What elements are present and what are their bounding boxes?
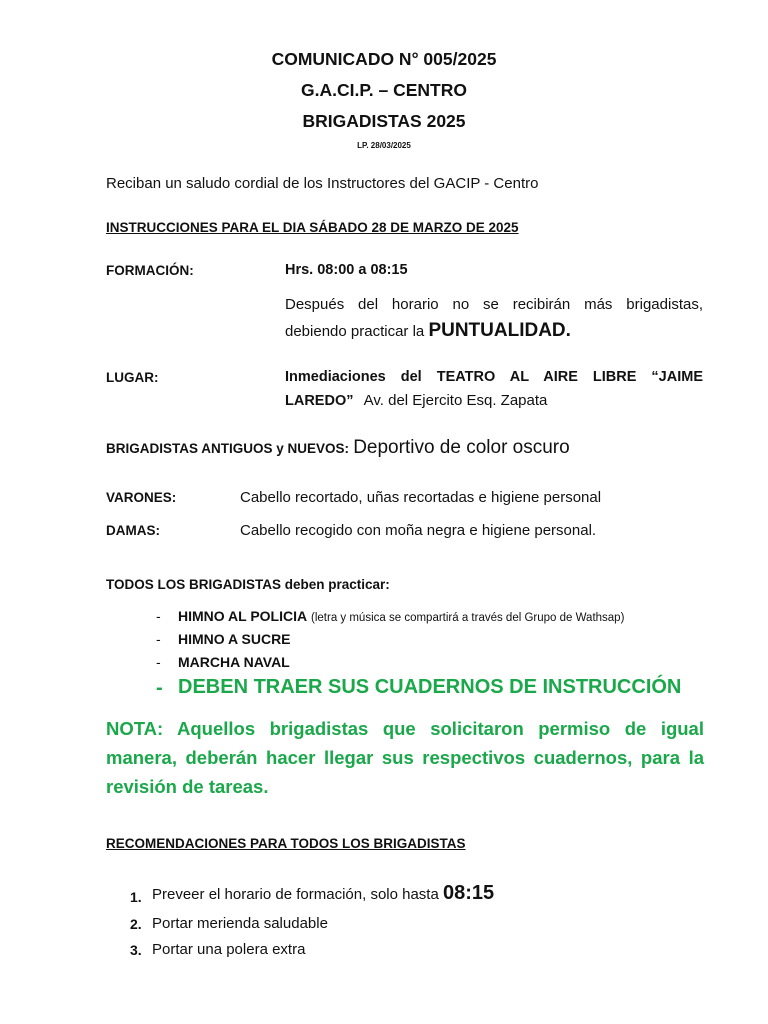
nota-line2: manera, deberán hacer llegar sus respectivos cuadernos, para la [106, 747, 704, 768]
greeting-text: Reciban un saludo cordial de los Instructores del GACIP - Centro [106, 175, 539, 192]
recomendacion-text: Portar una polera extra [152, 941, 306, 958]
puntualidad-emphasis: PUNTUALIDAD. [428, 320, 571, 341]
nota-line1: NOTA: Aquellos brigadistas que solicitaron permiso de igual [106, 718, 704, 739]
lugar-line2 [285, 392, 547, 409]
lugar-line1: Inmediaciones del TEATRO AL AIRE LIBRE “JAIME [285, 369, 703, 385]
recomendacion-text: Preveer el horario de formación, solo hasta [152, 886, 439, 903]
bullet-dash: - [156, 677, 163, 699]
practicar-item-title: HIMNO AL POLICIA [178, 608, 308, 624]
recomendacion-number: 2. [130, 916, 142, 932]
practicar-item-title: HIMNO A SUCRE [178, 631, 291, 647]
cuadernos-instruction: DEBEN TRAER SUS CUADERNOS DE INSTRUCCIÓN [178, 676, 682, 698]
uniforme-label: BRIGADISTAS ANTIGUOS y NUEVOS: [106, 441, 350, 456]
practicar-heading: TODOS LOS BRIGADISTAS deben practicar: [106, 577, 390, 592]
bullet-dash: - [156, 654, 161, 670]
formacion-hours: Hrs. 08:00 a 08:15 [285, 262, 408, 278]
lugar-bold-part: LAREDO” [285, 393, 354, 409]
recomendaciones-heading: RECOMENDACIONES PARA TODOS LOS BRIGADISTAS [106, 836, 466, 851]
recomendacion-text: Portar merienda saludable [152, 915, 328, 932]
bullet-dash: - [156, 608, 161, 624]
recomendacion-number: 3. [130, 942, 142, 958]
formacion-note-line1: Después del horario no se recibirán más brigadistas, [285, 296, 703, 313]
document-date: LP. 28/03/2025 [357, 141, 411, 150]
varones-value: Cabello recortado, uñas recortadas e higiene personal [240, 489, 602, 506]
instructions-heading: INSTRUCCIONES PARA EL DIA SÁBADO 28 DE MARZO DE 2025 [106, 220, 519, 235]
lugar-label: LUGAR: [106, 370, 159, 385]
bullet-dash: - [156, 631, 161, 647]
lugar-address: Av. del Ejercito Esq. Zapata [363, 392, 548, 409]
uniforme-value: Deportivo de color oscuro [353, 437, 570, 458]
nota-paragraph [106, 714, 704, 801]
damas-label: DAMAS: [106, 523, 160, 538]
hora-limite: 08:15 [443, 882, 495, 904]
formacion-label: FORMACIÓN: [106, 263, 194, 278]
recomendacion-item [152, 882, 494, 905]
practicar-item-note: (letra y música se compartirá a través del Grupo de Wathsap) [311, 612, 625, 624]
recomendacion-number: 1. [130, 889, 142, 905]
document-title: BRIGADISTAS 2025 [302, 111, 466, 131]
practicar-item-title: MARCHA NAVAL [178, 654, 290, 670]
communique-number: COMUNICADO N° 005/2025 [271, 49, 497, 69]
damas-value: Cabello recogido con moña negra e higiene personal. [240, 522, 597, 539]
formacion-note-line2 [285, 320, 571, 342]
formacion-note-prefix: debiendo practicar la [285, 323, 425, 340]
nota-line3: revisión de tareas. [106, 776, 269, 797]
organization-name: G.A.CI.P. – CENTRO [301, 80, 467, 100]
varones-label: VARONES: [106, 490, 177, 505]
uniforme-line [106, 437, 570, 459]
practicar-item [178, 608, 624, 624]
